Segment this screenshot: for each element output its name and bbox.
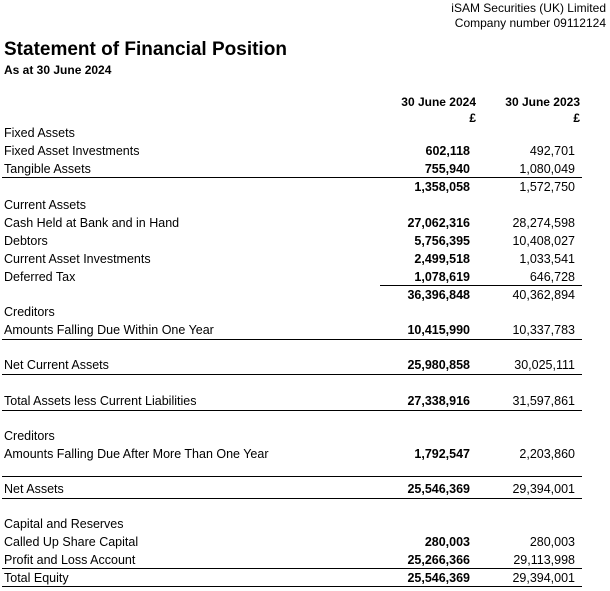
section-heading-fixed-assets	[0, 124, 582, 142]
total-row-total-equity	[0, 569, 582, 587]
row-label: Debtors	[4, 234, 48, 248]
row-label: Amounts Falling Due Within One Year	[4, 323, 214, 337]
column-header-2024	[356, 94, 476, 126]
table-row	[0, 445, 582, 463]
value-2023: 10,408,027	[512, 234, 575, 248]
value-2024: 36,396,848	[407, 288, 470, 302]
value-2024: 1,792,547	[414, 447, 470, 461]
value-2024: 2,499,518	[414, 252, 470, 266]
value-2023: 40,362,894	[512, 288, 575, 302]
table-row	[0, 250, 582, 268]
row-label: Fixed Assets	[4, 126, 75, 140]
table-row	[0, 160, 582, 178]
row-label: Capital and Reserves	[4, 517, 124, 531]
value-2024: 25,266,366	[407, 553, 470, 567]
row-label: Fixed Asset Investments	[4, 144, 140, 158]
value-2023: 2,203,860	[519, 447, 575, 461]
value-2023: 10,337,783	[512, 323, 575, 337]
table-row	[0, 551, 582, 569]
value-2024: 755,940	[424, 162, 470, 176]
value-2023: 646,728	[529, 270, 575, 284]
row-label: Called Up Share Capital	[4, 535, 139, 549]
divider	[2, 374, 582, 375]
subtotal-row	[0, 178, 582, 196]
row-label: Amounts Falling Due After More Than One Year	[4, 447, 269, 461]
value-2023: 1,080,049	[519, 162, 575, 176]
value-2024: 27,062,316	[407, 216, 470, 230]
value-2023: 28,274,598	[512, 216, 575, 230]
row-label: Total Assets less Current Liabilities	[4, 394, 197, 408]
divider	[2, 476, 582, 477]
column-currency: £	[573, 111, 580, 125]
section-heading-capital-and-reserves	[0, 515, 582, 533]
value-2024: 602,118	[425, 144, 470, 158]
row-label: Current Asset Investments	[4, 252, 151, 266]
table-row	[0, 142, 582, 160]
table-row	[0, 214, 582, 232]
value-2023: 29,394,001	[512, 482, 575, 496]
value-2023: 280,003	[529, 535, 575, 549]
value-2023: 29,394,001	[512, 571, 575, 585]
table-row	[0, 268, 582, 286]
column-header-2023	[460, 94, 580, 126]
page-title: Statement of Financial Position	[4, 39, 287, 60]
row-label: Deferred Tax	[4, 270, 76, 284]
column-currency: £	[469, 111, 476, 125]
value-2023: 492,701	[529, 144, 575, 158]
company-name: iSAM Securities (UK) Limited	[451, 1, 606, 15]
section-heading-current-assets	[0, 196, 582, 214]
value-2024: 25,546,369	[407, 571, 470, 585]
value-2023: 29,113,998	[513, 553, 575, 567]
divider	[2, 410, 582, 411]
value-2024: 1,078,619	[414, 270, 470, 284]
total-row-total-assets-less-current-liabilities	[0, 392, 582, 410]
table-row	[0, 232, 582, 250]
row-label: Net Assets	[4, 482, 64, 496]
page-subtitle: As at 30 June 2024	[4, 63, 112, 77]
row-label: Cash Held at Bank and in Hand	[4, 216, 180, 230]
row-label: Net Current Assets	[4, 358, 109, 372]
value-2023: 31,597,861	[512, 394, 575, 408]
row-label: Current Assets	[4, 198, 86, 212]
column-date: 30 June 2023	[505, 95, 580, 109]
value-2024: 5,756,395	[414, 234, 470, 248]
divider	[2, 339, 582, 340]
value-2023: 1,033,541	[519, 252, 575, 266]
value-2024: 25,980,858	[407, 358, 470, 372]
value-2024: 27,338,916	[407, 394, 470, 408]
divider	[2, 586, 582, 587]
value-2024: 25,546,369	[407, 482, 470, 496]
company-number: Company number 09112124	[454, 16, 606, 30]
divider	[2, 498, 582, 499]
column-date: 30 June 2024	[401, 95, 476, 109]
section-heading-creditors	[0, 303, 582, 321]
value-2024: 1,358,058	[414, 180, 470, 194]
total-row-net-current-assets	[0, 356, 582, 374]
row-label: Creditors	[4, 305, 55, 319]
row-label: Tangible Assets	[4, 162, 91, 176]
company-header	[451, 1, 606, 31]
subtotal-row	[0, 286, 582, 304]
row-label: Creditors	[4, 429, 55, 443]
table-row	[0, 321, 582, 339]
value-2023: 30,025,111	[514, 358, 575, 372]
table-row	[0, 533, 582, 551]
value-2024: 280,003	[424, 535, 470, 549]
value-2024: 10,415,990	[407, 323, 470, 337]
row-label: Total Equity	[4, 571, 69, 585]
row-label: Profit and Loss Account	[4, 553, 136, 567]
section-heading-creditors-long-term	[0, 427, 582, 445]
total-row-net-assets	[0, 480, 582, 498]
value-2023: 1,572,750	[519, 180, 575, 194]
